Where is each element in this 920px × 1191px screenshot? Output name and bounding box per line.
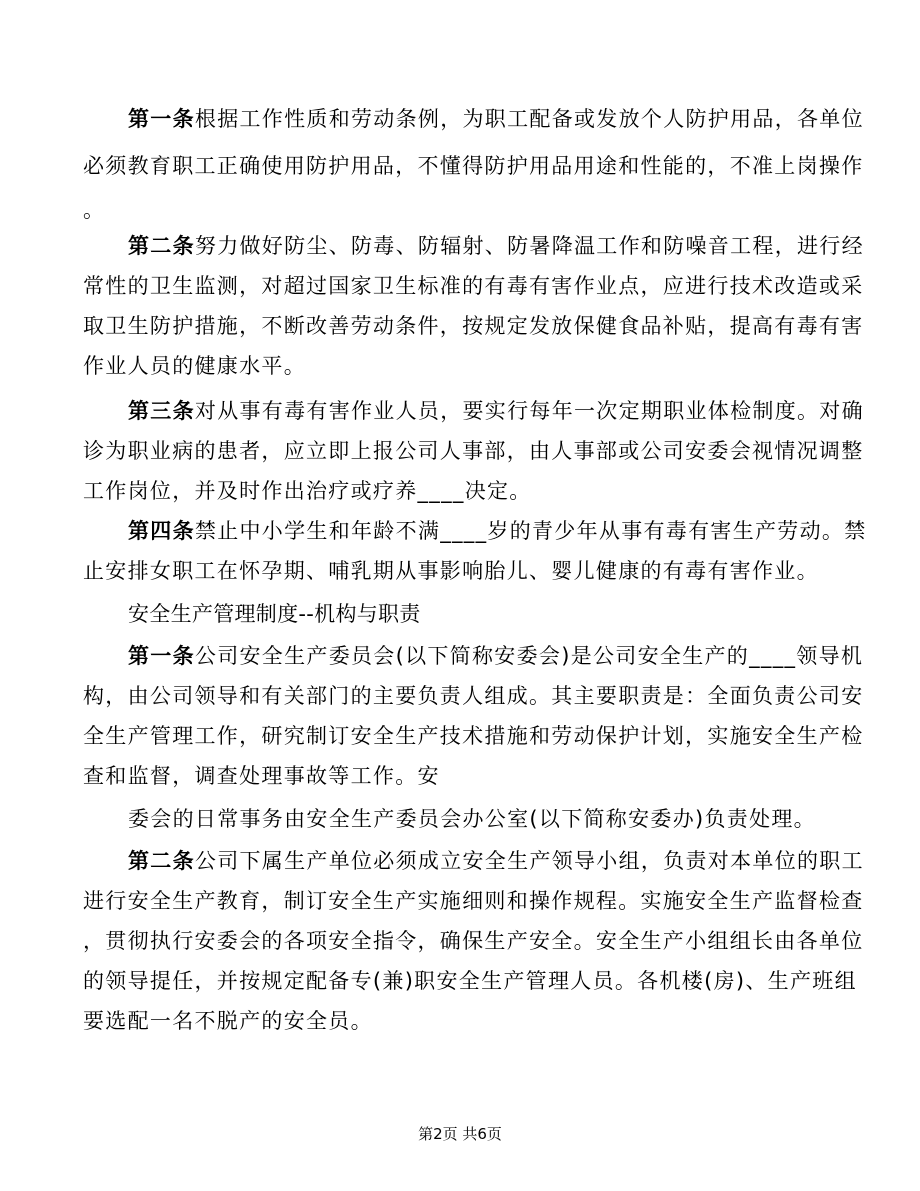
paragraph-line: [128, 641, 863, 671]
paragraph-line: [128, 846, 864, 876]
paragraph-line: [83, 681, 864, 711]
article-heading: 第二条: [128, 849, 195, 873]
line-text: 作业人员的健康水平。: [83, 354, 306, 378]
paragraph-line: [128, 396, 864, 426]
paragraph-line: [128, 231, 864, 261]
paragraph-line: [83, 556, 819, 586]
line-text: 的领导提任，并按规定配备专(兼)职安全生产管理人员。各机楼(房)、生产班组: [83, 969, 857, 993]
paragraph-line: [83, 311, 864, 341]
line-text: 努力做好防尘、防毒、防辐射、防暑降温工作和防噪音工程，进行经: [194, 234, 864, 258]
article-heading: 第四条: [128, 519, 195, 543]
paragraph-line: [83, 151, 864, 181]
paragraph-line: [83, 436, 864, 466]
line-text: 诊为职业病的患者，应立即上报公司人事部，由人事部或公司安委会视情况调整: [83, 439, 864, 463]
line-text: 工作岗位，并及时作出治疗或疗养____决定。: [83, 479, 532, 503]
article-heading: 第一条: [128, 644, 195, 668]
line-text: 安全生产管理制度--机构与职责: [128, 602, 421, 626]
article-heading: 第一条: [128, 107, 195, 131]
line-text: 进行安全生产教育，制订安全生产实施细则和操作规程。实施安全生产监督检查: [83, 889, 864, 913]
paragraph-line: [83, 966, 857, 996]
line-text: 对从事有毒有害作业人员，要实行每年一次定期职业体检制度。对确: [194, 399, 864, 423]
line-text: ，贯彻执行安委会的各项安全指令，确保生产安全。安全生产小组组长由各单位: [83, 929, 864, 953]
paragraph-line: [128, 104, 864, 134]
paragraph-line: [83, 926, 864, 956]
paragraph-line: [83, 271, 864, 301]
line-text: 全生产管理工作，研究制订安全生产技术措施和劳动保护计划，实施安全生产检: [83, 724, 864, 748]
page-number-footer: 第2页 共6页: [418, 1125, 502, 1143]
paragraph-line: [83, 476, 532, 506]
article-heading: 第三条: [128, 399, 195, 423]
paragraph-line: [83, 351, 306, 381]
article-heading: 第二条: [128, 234, 195, 258]
line-text: 取卫生防护措施，不断改善劳动条件，按规定发放保健食品补贴，提高有毒有害: [83, 314, 864, 338]
paragraph-line: [83, 195, 105, 225]
paragraph-line: [83, 886, 864, 916]
line-text: 委会的日常事务由安全生产委员会办公室(以下简称安委办)负责处理。: [128, 807, 816, 831]
line-text: 公司安全生产委员会(以下简称安委会)是公司安全生产的____领导机: [194, 644, 864, 668]
paragraph-line: [83, 761, 440, 791]
paragraph-line: [128, 804, 816, 834]
line-text: 禁止中小学生和年龄不满____岁的青少年从事有毒有害生产劳动。禁: [194, 519, 867, 543]
line-text: 构，由公司领导和有关部门的主要负责人组成。其主要职责是：全面负责公司安: [83, 684, 864, 708]
line-text: 根据工作性质和劳动条例，为职工配备或发放个人防护用品，各单位: [194, 107, 864, 131]
line-text: 必须教育职工正确使用防护用品，不懂得防护用品用途和性能的，不准上岗操作: [83, 154, 864, 178]
section-title: [128, 599, 421, 629]
line-text: 。: [83, 198, 106, 222]
line-text: 公司下属生产单位必须成立安全生产领导小组，负责对本单位的职工: [194, 849, 864, 873]
line-text: 查和监督，调查处理事故等工作。安: [83, 764, 440, 788]
paragraph-line: [83, 1006, 373, 1036]
line-text: 常性的卫生监测，对超过国家卫生标准的有毒有害作业点，应进行技术改造或采: [83, 274, 864, 298]
paragraph-line: [83, 721, 864, 751]
line-text: 止安排女职工在怀孕期、哺乳期从事影响胎儿、婴儿健康的有毒有害作业。: [83, 559, 819, 583]
paragraph-line: [128, 516, 867, 546]
line-text: 要选配一名不脱产的安全员。: [83, 1009, 373, 1033]
